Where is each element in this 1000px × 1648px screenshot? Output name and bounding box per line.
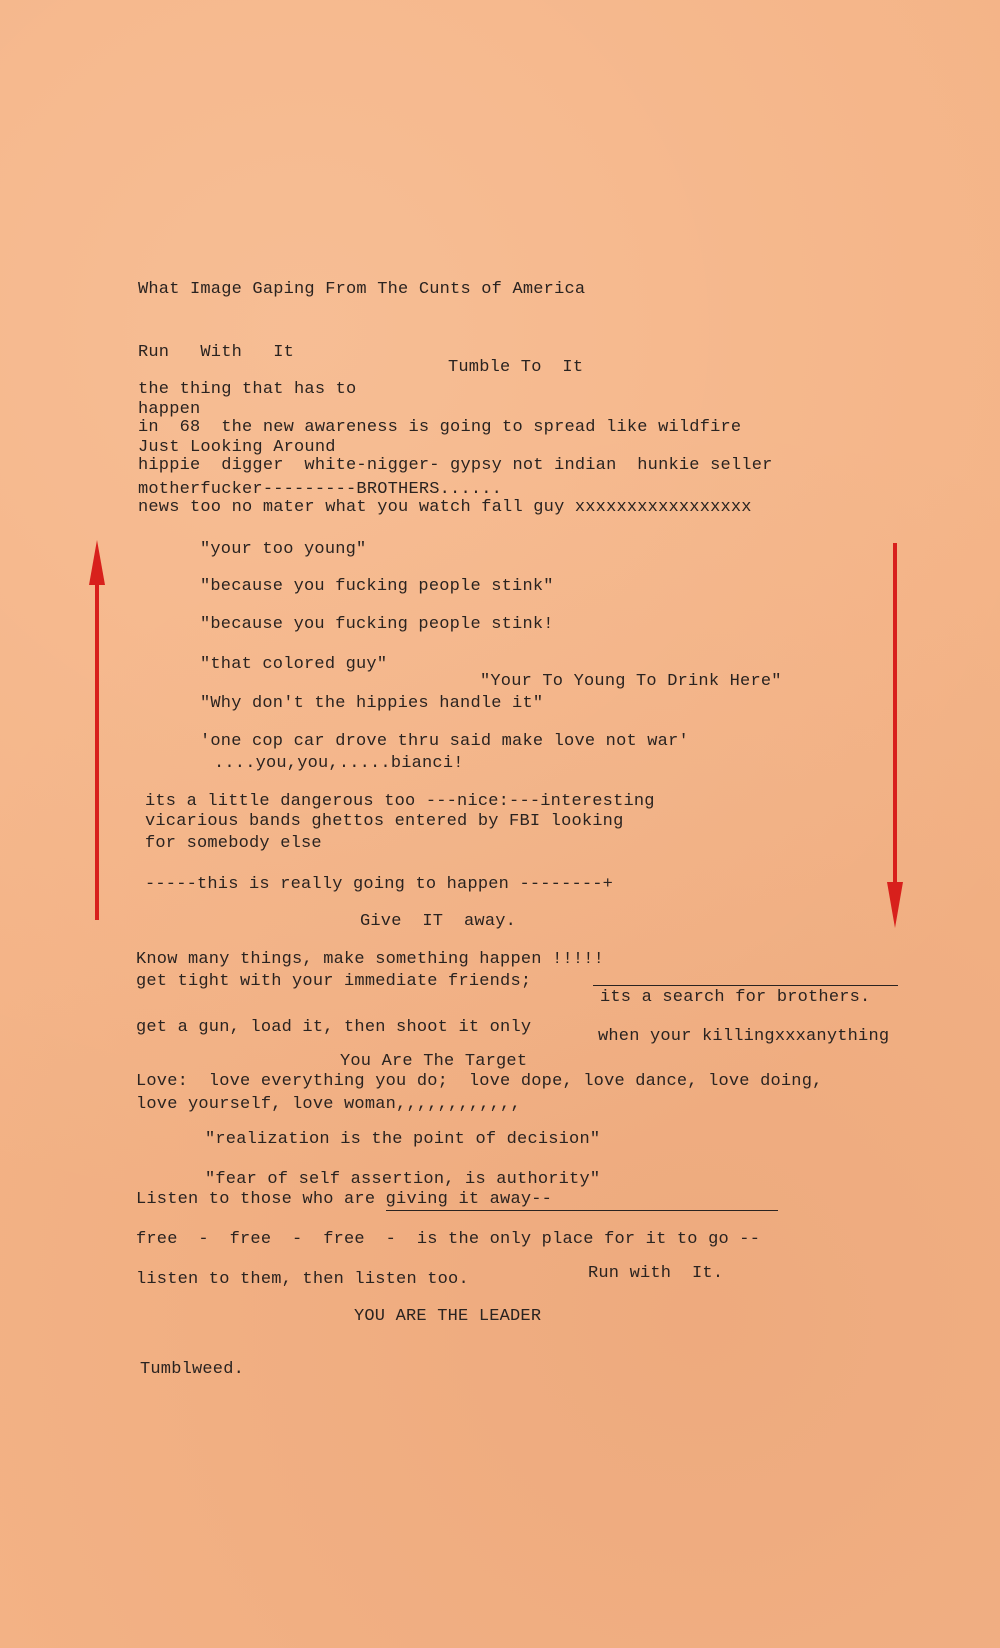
quote-line: "Why don't the hippies handle it" bbox=[200, 694, 544, 713]
giving-it-away: giving it away-- bbox=[386, 1190, 778, 1211]
you-are-the-leader: YOU ARE THE LEADER bbox=[354, 1307, 542, 1326]
underline-rule bbox=[593, 985, 898, 986]
search-for-brothers: its a search for brothers. bbox=[600, 988, 871, 1007]
really-going-to-happen: -----this is really going to happen --------+ bbox=[145, 875, 614, 894]
up-arrow-icon bbox=[89, 540, 105, 920]
text-line: its a little dangerous too ---nice:---interesting bbox=[145, 792, 655, 811]
document-title: What Image Gaping From The Cunts of America bbox=[138, 280, 586, 299]
listen-to-them: listen to them, then listen too. bbox=[136, 1270, 469, 1289]
listen-prefix: Listen to those who are bbox=[136, 1190, 386, 1209]
love-line: Love: love everything you do; love dope, love dance, love doing, bbox=[136, 1072, 823, 1091]
text-line: get tight with your immediate friends; bbox=[136, 972, 532, 991]
quote-line: ....you,you,.....bianci! bbox=[214, 754, 464, 773]
down-arrow-icon bbox=[887, 543, 903, 928]
quote-line: "your too young" bbox=[200, 540, 367, 559]
you-are-the-target: You Are The Target bbox=[340, 1052, 528, 1071]
signature: Tumblweed. bbox=[140, 1360, 245, 1379]
realization-quote: "realization is the point of decision" bbox=[205, 1130, 601, 1149]
listen-line bbox=[136, 1190, 778, 1211]
quote-line: "because you fucking people stink! bbox=[200, 615, 554, 634]
free-line: free - free - free - is the only place for it to go -- bbox=[136, 1230, 761, 1249]
run-with-it-heading: Run With It bbox=[138, 343, 295, 362]
text-line: in 68 the new awareness is going to spread like wildfire bbox=[138, 418, 742, 437]
love-line: love yourself, love woman,,,,,,,,,,,, bbox=[136, 1095, 521, 1114]
quote-line: 'one cop car drove thru said make love not war' bbox=[200, 732, 689, 751]
when-your-killing: when your killingxxxanything bbox=[598, 1027, 890, 1046]
run-with-it-closing: Run with It. bbox=[588, 1264, 724, 1283]
quote-line: "Your To Young To Drink Here" bbox=[480, 672, 782, 691]
quote-line: "because you fucking people stink" bbox=[200, 577, 554, 596]
quote-line: "that colored guy" bbox=[200, 655, 388, 674]
tumble-to-it-heading: Tumble To It bbox=[448, 358, 584, 377]
text-line: happen bbox=[138, 400, 201, 419]
give-it-away: Give IT away. bbox=[360, 912, 517, 931]
text-line: Just Looking Around bbox=[138, 438, 336, 457]
text-line: vicarious bands ghettos entered by FBI looking bbox=[145, 812, 624, 831]
text-line: hippie digger white-nigger- gypsy not indian hunkie seller bbox=[138, 456, 773, 475]
text-line: the thing that has to bbox=[138, 380, 357, 399]
text-line: Know many things, make something happen !!!!! bbox=[136, 950, 605, 969]
text-line: motherfucker---------BROTHERS...... bbox=[138, 480, 503, 499]
text-line: news too no mater what you watch fall guy xxxxxxxxxxxxxxxxx bbox=[138, 498, 752, 517]
text-line: for somebody else bbox=[145, 834, 322, 853]
text-line: get a gun, load it, then shoot it only bbox=[136, 1018, 532, 1037]
fear-quote: "fear of self assertion, is authority" bbox=[205, 1170, 601, 1189]
